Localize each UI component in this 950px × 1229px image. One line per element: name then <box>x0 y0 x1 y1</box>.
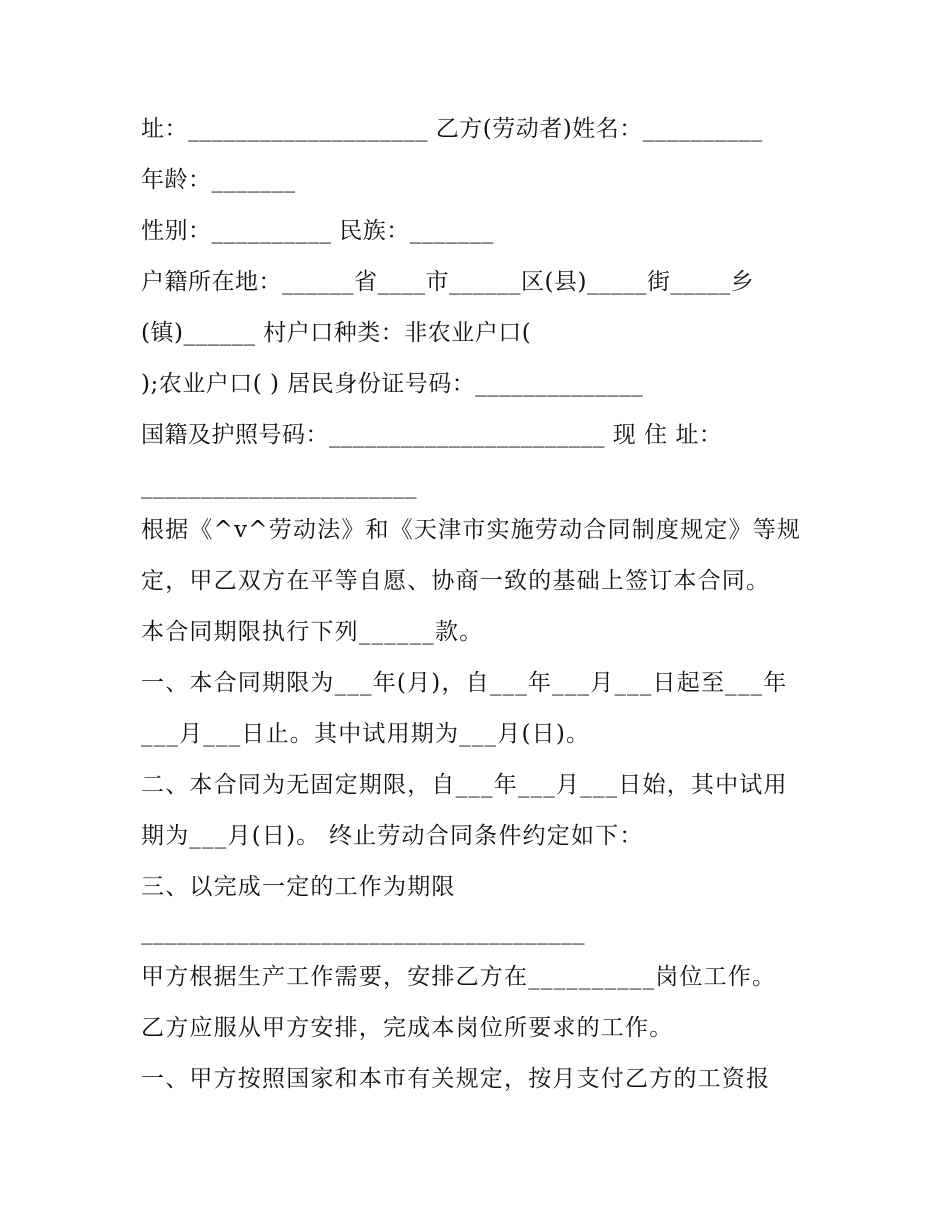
text-line-term-three-blank: _____________________________________ <box>141 919 585 945</box>
text-line-job-duty: 乙方应服从甲方安排，完成本岗位所要求的工作。 <box>141 1015 674 1041</box>
text-line-nationality-passport: 国籍及护照号码：_______________________ 现 住 址： <box>141 422 723 448</box>
text-line-address-name: 址：____________________ 乙方(劳动者)姓名：__________ <box>141 116 763 142</box>
text-line-age: 年龄：_______ <box>141 167 296 193</box>
text-line-wage-clause: 一、甲方按照国家和本市有关规定，按月支付乙方的工资报 <box>141 1066 771 1092</box>
text-line-term-two-2: 期为___月(日)。 终止劳动合同条件约定如下： <box>141 823 644 849</box>
text-line-term-one-2: ___月___日止。其中试用期为___月(日)。 <box>141 721 591 747</box>
text-line-gender-ethnicity: 性别：__________ 民族：_______ <box>141 218 494 244</box>
text-line-term-one-1: 一、本合同期限为___年(月)，自___年___月___日起至___年 <box>141 670 788 696</box>
text-line-job-position: 甲方根据生产工作需要，安排乙方在__________岗位工作。 <box>141 964 777 990</box>
text-line-id-number: );农业户口( ) 居民身份证号码：______________ <box>141 371 644 397</box>
text-line-household-registration: 户籍所在地：______省____市______区(县)_____街_____乡 <box>141 269 754 295</box>
text-line-legal-basis-2: 定，甲乙双方在平等自愿、协商一致的基础上签订本合同。 <box>141 568 771 594</box>
text-line-address-blank: _______________________ <box>141 473 417 499</box>
text-line-legal-basis-1: 根据《^v^劳动法》和《天津市实施劳动合同制度规定》等规 <box>141 517 802 543</box>
text-line-term-clause: 本合同期限执行下列______款。 <box>141 619 484 645</box>
text-line-household-type: (镇)______ 村户口种类：非农业户口( <box>141 320 532 346</box>
text-line-term-three: 三、以完成一定的工作为期限 <box>141 874 456 900</box>
text-line-term-two-1: 二、本合同为无固定期限，自___年___月___日始，其中试用 <box>141 772 788 798</box>
